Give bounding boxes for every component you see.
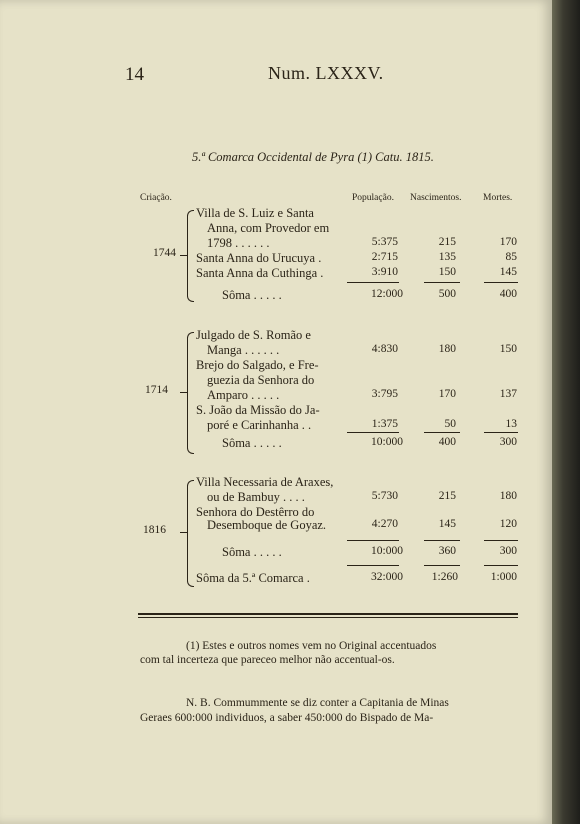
soma-nascimentos: 360 [438,545,456,557]
value-populacao: 2:715 [371,251,398,263]
total-populacao: 32:000 [371,571,403,583]
group-brace [187,332,194,454]
place-line: S. João da Missão do Ja- [196,403,320,417]
nb-line: Geraes 600:000 individuos, a saber 450:000 do Bispado de Ma- [140,712,434,724]
value-populacao: 5:730 [371,490,398,502]
place-line: Villa Necessaria de Araxes, [196,475,334,489]
total-nascimentos: 1:260 [431,571,458,583]
place-line: Anna, com Provedor em [207,221,330,235]
sum-rule [424,432,460,433]
sum-rule [347,565,399,566]
soma-mortes: 400 [499,288,517,300]
value-nascimentos: 50 [444,418,456,430]
group-brace [187,210,194,302]
place-line: Senhora do Destêrro do [196,505,315,519]
sum-rule [484,282,518,283]
sum-rule [484,565,518,566]
value-nascimentos: 150 [438,266,456,278]
value-mortes: 85 [505,251,517,263]
soma-populacao: 12:000 [371,288,403,300]
place-line: guezia da Senhora do [207,373,315,387]
col-header-populacao: População. [352,193,394,203]
soma-mortes: 300 [499,545,517,557]
value-populacao: 4:830 [371,343,398,355]
total-label: Sôma da 5.ª Comarca . [196,571,310,585]
value-nascimentos: 215 [438,236,456,248]
place-line: Julgado de S. Romão e [196,328,311,342]
sum-rule [347,282,399,283]
sum-rule [484,432,518,433]
value-populacao: 4:270 [371,518,398,530]
place-line: Amparo . . . . . [207,388,280,402]
value-mortes: 150 [499,343,517,355]
place-line: Santa Anna do Urucuya . [196,251,322,265]
place-line: Santa Anna da Cuthinga . [196,266,324,280]
group-year: 1816 [143,524,166,536]
soma-nascimentos: 400 [438,436,456,448]
value-populacao: 5:375 [371,236,398,248]
col-header-criacao: Criação. [140,193,172,203]
footnote-line: (1) Estes e outros nomes vem no Original accentuados [186,640,437,652]
soma-mortes: 300 [499,436,517,448]
table-title: 5.ª Comarca Occidental de Pyra (1) Catu. 1815. [192,150,434,164]
col-header-nascimentos: Nascimentos. [410,193,462,203]
sum-rule [424,282,460,283]
soma-populacao: 10:000 [371,545,403,557]
soma-label: Sôma . . . . . [222,545,282,559]
brace-point [180,392,188,393]
value-nascimentos: 170 [438,388,456,400]
value-nascimentos: 215 [438,490,456,502]
footnote-rule [138,617,518,618]
total-mortes: 1:000 [490,571,517,583]
value-populacao: 1:375 [371,418,398,430]
book-spine-edge [552,0,580,824]
place-line: Brejo do Salgado, e Fre- [196,358,319,372]
group-brace [187,480,194,587]
soma-label: Sôma . . . . . [222,436,282,450]
place-line: Villa de S. Luiz e Santa [196,206,314,220]
brace-point [180,532,188,533]
place-line: poré e Carinhanha . . [207,418,312,432]
sum-rule [484,540,518,541]
place-line: Manga . . . . . . [207,343,280,357]
value-mortes: 170 [499,236,517,248]
sum-rule [424,540,460,541]
value-nascimentos: 180 [438,343,456,355]
value-mortes: 120 [499,518,517,530]
value-mortes: 145 [499,266,517,278]
value-populacao: 3:910 [371,266,398,278]
sum-rule [424,565,460,566]
value-mortes: 137 [499,388,517,400]
soma-nascimentos: 500 [438,288,456,300]
value-mortes: 180 [499,490,517,502]
footnote-rule [138,613,518,615]
col-header-mortes: Mortes. [483,193,513,203]
sum-rule [347,540,399,541]
value-populacao: 3:795 [371,388,398,400]
value-mortes: 13 [505,418,517,430]
running-header: Num. LXXXV. [268,63,384,83]
value-nascimentos: 135 [438,251,456,263]
footnote-line: com tal incerteza que pareceo melhor não accentual-os. [140,654,395,666]
place-line: 1798 . . . . . . [207,236,270,250]
soma-populacao: 10:000 [371,436,403,448]
group-year: 1744 [153,247,176,259]
page-number: 14 [125,64,144,85]
group-year: 1714 [145,384,168,396]
brace-point [180,255,188,256]
place-line: ou de Bambuy . . . . [207,490,305,504]
place-line: Desemboque de Goyaz. [207,518,327,532]
soma-label: Sôma . . . . . [222,288,282,302]
nb-line: N. B. Commummente se diz conter a Capitania de Minas [186,697,449,709]
sum-rule [347,432,399,433]
value-nascimentos: 145 [438,518,456,530]
